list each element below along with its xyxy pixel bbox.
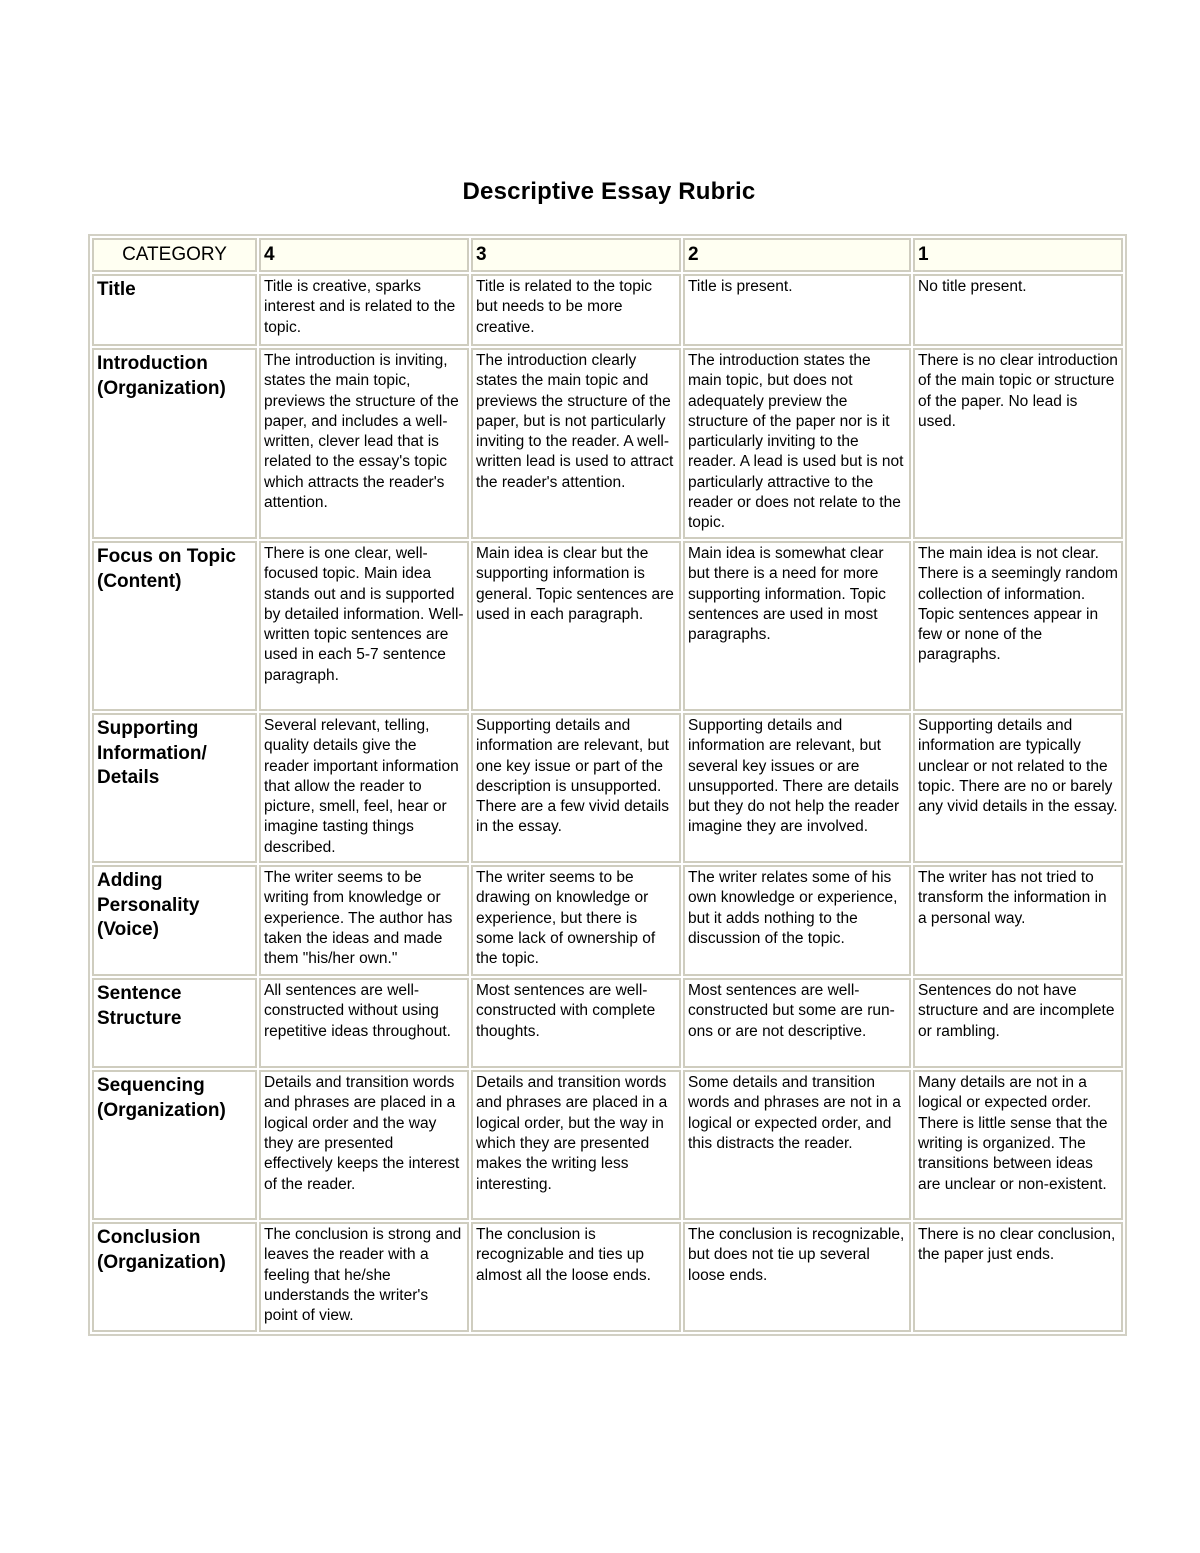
score-2-cell: Supporting details and information are relevant, but several key issues or are unsupported. There are details but they do not help the reader imagine they are involved. — [683, 713, 911, 863]
score-4-cell: Details and transition words and phrases are placed in a logical order and the way they are presented effectively keeps the interest of the reader. — [259, 1070, 469, 1220]
score-2-cell: Some details and transition words and phrases are not in a logical or expected order, and this distracts the reader. — [683, 1070, 911, 1220]
score-4-cell: The conclusion is strong and leaves the reader with a feeling that he/she understands the writer's point of view. — [259, 1222, 469, 1332]
header-score-3: 3 — [471, 238, 681, 272]
score-4-cell: The writer seems to be writing from knowledge or experience. The author has taken the ideas and made them "his/her own." — [259, 865, 469, 976]
score-3-cell: The conclusion is recognizable and ties up almost all the loose ends. — [471, 1222, 681, 1332]
score-1-cell: The writer has not tried to transform the information in a personal way. — [913, 865, 1123, 976]
page-title: Descriptive Essay Rubric — [462, 178, 756, 205]
score-3-cell: The writer seems to be drawing on knowledge or experience, but there is some lack of ownership of the topic. — [471, 865, 681, 976]
score-2-cell: Title is present. — [683, 274, 911, 346]
score-3-cell: Main idea is clear but the supporting information is general. Topic sentences are used in each paragraph. — [471, 541, 681, 711]
table-row — [92, 1070, 1123, 1220]
table-row — [92, 274, 1123, 346]
score-2-cell: Most sentences are well-constructed but some are run-ons or are not descriptive. — [683, 978, 911, 1068]
rubric-table — [88, 234, 1127, 1336]
score-3-cell: Most sentences are well-constructed with complete thoughts. — [471, 978, 681, 1068]
table-row — [92, 541, 1123, 711]
score-1-cell: Sentences do not have structure and are incomplete or rambling. — [913, 978, 1123, 1068]
score-4-cell: Several relevant, telling, quality details give the reader important information that allow the reader to picture, smell, feel, hear or imagine tasting things described. — [259, 713, 469, 863]
table-row — [92, 978, 1123, 1068]
header-category: CATEGORY — [92, 238, 257, 272]
row-category: Introduction (Organization) — [92, 348, 257, 539]
header-score-4: 4 — [259, 238, 469, 272]
score-1-cell: Many details are not in a logical or expected order. There is little sense that the writing is organized. The transitions between ideas are unclear or non-existent. — [913, 1070, 1123, 1220]
score-2-cell: The conclusion is recognizable, but does not tie up several loose ends. — [683, 1222, 911, 1332]
score-3-cell: Details and transition words and phrases are placed in a logical order, but the way in which they are presented makes the writing less interesting. — [471, 1070, 681, 1220]
score-1-cell: There is no clear conclusion, the paper just ends. — [913, 1222, 1123, 1332]
header-score-2: 2 — [683, 238, 911, 272]
table-row — [92, 348, 1123, 539]
row-category: Sentence Structure — [92, 978, 257, 1068]
row-category: Adding Personality (Voice) — [92, 865, 257, 976]
score-4-cell: The introduction is inviting, states the main topic, previews the structure of the paper, and includes a well-written, clever lead that is related to the essay's topic which attracts the reader's attention. — [259, 348, 469, 539]
score-4-cell: All sentences are well-constructed without using repetitive ideas throughout. — [259, 978, 469, 1068]
table-row — [92, 865, 1123, 976]
row-category: Sequencing (Organization) — [92, 1070, 257, 1220]
header-row — [92, 238, 1123, 272]
score-4-cell: There is one clear, well-focused topic. Main idea stands out and is supported by detailed information. Well-written topic sentences are used in each 5-7 sentence paragraph. — [259, 541, 469, 711]
score-4-cell: Title is creative, sparks interest and is related to the topic. — [259, 274, 469, 346]
score-3-cell: The introduction clearly states the main topic and previews the structure of the paper, but is not particularly inviting to the reader. A well-written lead is used to attract the reader's attention. — [471, 348, 681, 539]
row-category: Conclusion (Organization) — [92, 1222, 257, 1332]
score-1-cell: Supporting details and information are typically unclear or not related to the topic. There are no or barely any vivid details in the essay. — [913, 713, 1123, 863]
row-category: Focus on Topic (Content) — [92, 541, 257, 711]
score-2-cell: The writer relates some of his own knowledge or experience, but it adds nothing to the discussion of the topic. — [683, 865, 911, 976]
score-2-cell: Main idea is somewhat clear but there is a need for more supporting information. Topic sentences are used in most paragraphs. — [683, 541, 911, 711]
score-2-cell: The introduction states the main topic, but does not adequately preview the structure of the paper nor is it particularly inviting to the reader. A lead is used but is not particularly attractive to the reader or does not relate to the topic. — [683, 348, 911, 539]
score-1-cell: There is no clear introduction of the main topic or structure of the paper. No lead is used. — [913, 348, 1123, 539]
score-1-cell: The main idea is not clear. There is a seemingly random collection of information. Topic sentences appear in few or none of the paragraphs. — [913, 541, 1123, 711]
score-3-cell: Supporting details and information are relevant, but one key issue or part of the description is unsupported. There are a few vivid details in the essay. — [471, 713, 681, 863]
row-category: Title — [92, 274, 257, 346]
score-1-cell: No title present. — [913, 274, 1123, 346]
score-3-cell: Title is related to the topic but needs to be more creative. — [471, 274, 681, 346]
header-score-1: 1 — [913, 238, 1123, 272]
table-row — [92, 1222, 1123, 1332]
table-row — [92, 713, 1123, 863]
row-category: Supporting Information/ Details — [92, 713, 257, 863]
